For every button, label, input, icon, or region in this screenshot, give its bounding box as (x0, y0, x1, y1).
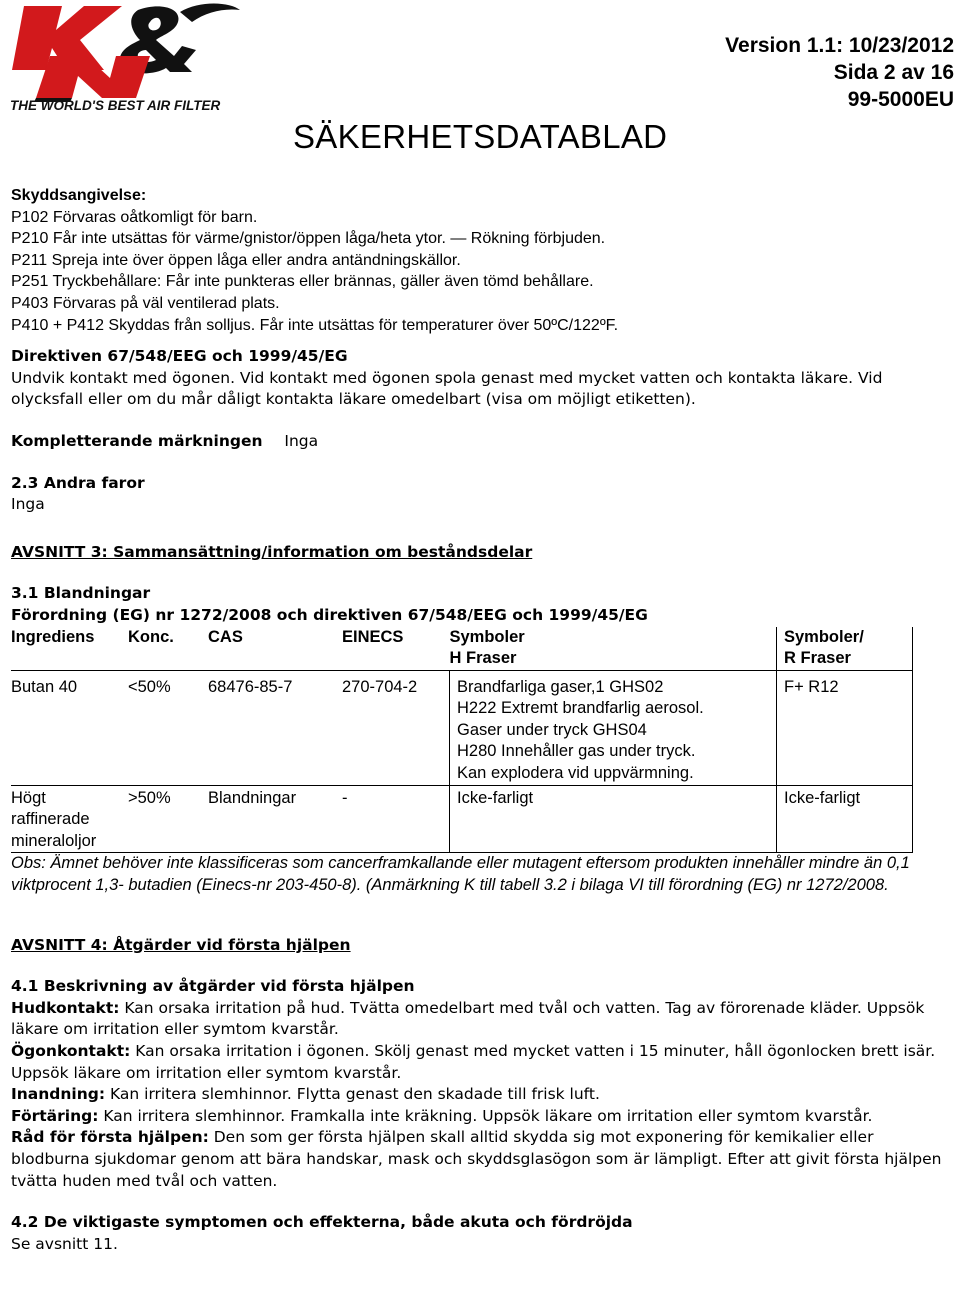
cell-conc: <50% (128, 670, 208, 785)
h-phrase-line: Brandfarliga gaser,1 GHS02 (457, 677, 664, 696)
precaution-line: P251 Tryckbehållare: Får inte punkteras eller brännas, gäller även tömd behållare. (11, 273, 594, 291)
first-aid-label: Hudkontakt: (11, 998, 120, 1017)
cell-einecs: 270-704-2 (342, 670, 450, 785)
h-phrase-line: H280 Innehåller gas under tryck. (457, 742, 696, 761)
section3-regulation: Förordning (EG) nr 1272/2008 och direktiven 67/548/EEG och 1999/45/EG (11, 605, 648, 624)
section4-see: Se avsnitt 11. (11, 1234, 118, 1253)
first-aid-text: Kan orsaka irritation på hud. Tvätta omedelbart med tvål och vatten. Tag av förorenade kläder. Uppsök läkare om irritation eller symtom kvarstår. (11, 998, 925, 1039)
ingredient-line: mineraloljor (11, 831, 97, 850)
section4-sub2: 4.2 De viktigaste symptomen och effekterna, både akuta och fördröjda (11, 1213, 633, 1232)
col-symbols-h (450, 627, 777, 671)
cell-cas: Blandningar (208, 785, 342, 853)
col-einecs: EINECS (342, 627, 450, 671)
cell-h-phrases (450, 670, 777, 785)
precaution-line: P211 Spreja inte över öppen låga eller andra antändningskällor. (11, 251, 461, 269)
ingredient-line: Högt (11, 788, 46, 807)
other-hazards-heading: 2.3 Andra faror (11, 473, 145, 492)
logo-ampersand-swoosh (180, 4, 240, 23)
cell-conc: >50% (128, 785, 208, 853)
version-text: Version 1.1: 10/23/2012 (725, 34, 954, 57)
header-info (725, 32, 954, 113)
section4-sub: 4.1 Beskrivning av åtgärder vid första hjälpen (11, 977, 415, 996)
ingredients-table (11, 627, 913, 854)
first-aid-label: Förtäring: (11, 1106, 99, 1125)
first-aid-item (11, 1084, 951, 1106)
first-aid-text: Kan orsaka irritation i ögonen. Skölj genast med mycket vatten i 15 minuter, håll ögonlocken brett isär. Uppsök läkare om irritation eller symtom kvarstår. (11, 1042, 936, 1082)
logo-slogan: THE WORLD'S BEST AIR FILTER (10, 98, 221, 112)
col-ingredient: Ingrediens (11, 627, 128, 671)
table-row (11, 670, 913, 785)
first-aid-label: Råd för första hjälpen: (11, 1128, 209, 1147)
other-hazards-value: Inga (11, 495, 45, 514)
document-body (11, 185, 951, 1255)
precaution-block (11, 185, 951, 336)
section3-heading: AVSNITT 3: Sammansättning/information om beståndsdelar (11, 542, 533, 561)
cell-r-phrases: F+ R12 (777, 670, 913, 785)
cell-cas: 68476-85-7 (208, 670, 342, 785)
col-cas: CAS (208, 627, 342, 671)
first-aid-label: Ögonkontakt: (11, 1042, 131, 1060)
first-aid-text: Kan irritera slemhinnor. Framkalla inte kräkning. Uppsök läkare om irritation eller symtom kvarstår. (98, 1106, 873, 1125)
kn-logo-graphic (10, 0, 246, 112)
col-conc: Konc. (128, 627, 208, 671)
supplementary-labelling (11, 431, 951, 453)
document-title: SÄKERHETSDATABLAD (293, 118, 668, 155)
first-aid-item (11, 1041, 951, 1084)
precaution-line: P403 Förvaras på väl ventilerad plats. (11, 294, 280, 312)
col-symbols-r-line: R Fraser (784, 649, 851, 668)
col-symbols-h-line: H Fraser (449, 649, 517, 668)
ingredient-line: raffinerade (11, 810, 90, 829)
col-symbols-h-line: Symboler (449, 627, 525, 646)
h-phrase-line: Gaser under tryck GHS04 (457, 720, 647, 739)
product-code: 99-5000EU (847, 88, 954, 111)
supplementary-value: Inga (284, 431, 319, 450)
first-aid-item (11, 1106, 951, 1128)
table-note: Obs: Ämnet behöver inte klassificeras som cancerframkallande eller mutagent eftersom produkten innehåller mindre än 0,1 viktprocent 1,3- butadien (Einecs-nr 203-450-8). (Anmärkning K till tabell 3.2 i bilaga VI till förordning (EG) nr 1272/2008. (11, 854, 910, 895)
precaution-line: P410 + P412 Skyddas från solljus. Får inte utsättas för temperaturer över 50ºC/122ºF. (11, 316, 619, 334)
kn-logo (10, 0, 246, 112)
h-phrase-line: Kan explodera vid uppvärmning. (457, 764, 694, 783)
precaution-line: P210 Får inte utsättas för värme/gnistor/öppen låga/heta ytor. — Rökning förbjuden. (11, 230, 606, 248)
first-aid-text: Den som ger första hjälpen skall alltid skydda sig mot exponering för kemikalier eller blodburna sjukdomar genom att bära handskar, mask och skyddsglasögon som är lämpligt. Efter att givit första hjälpen tvätta huden med tvål och vatten. (11, 1128, 942, 1190)
supplementary-label: Kompletterande märkningen (11, 431, 263, 450)
cell-einecs: - (342, 785, 450, 853)
col-symbols-r (777, 627, 913, 671)
precaution-heading: Skyddsangivelse: (11, 187, 147, 204)
table-row (11, 785, 913, 853)
cell-h-phrases: Icke-farligt (450, 785, 777, 853)
first-aid-text: Kan irritera slemhinnor. Flytta genast den skadade till frisk luft. (105, 1085, 600, 1104)
precaution-line: P102 Förvaras oåtkomligt för barn. (11, 208, 258, 226)
cell-r-phrases: Icke-farligt (777, 785, 913, 853)
first-aid-item (11, 998, 951, 1041)
section3-sub: 3.1 Blandningar (11, 584, 151, 603)
h-phrase-line: H222 Extremt brandfarlig aerosol. (457, 699, 704, 718)
cell-ingredient: Butan 40 (11, 670, 128, 785)
table-header-row (11, 627, 913, 671)
directive-heading: Direktiven 67/548/EEG och 1999/45/EG (11, 347, 348, 366)
first-aid-label: Inandning: (11, 1085, 106, 1104)
col-symbols-r-line: Symboler/ (784, 627, 864, 646)
section4-heading: AVSNITT 4: Åtgärder vid första hjälpen (11, 935, 351, 954)
page-number: Sida 2 av 16 (833, 61, 954, 84)
first-aid-item (11, 1127, 951, 1192)
directive-text: Undvik kontakt med ögonen. Vid kontakt med ögonen spola genast med mycket vatten och kontakta läkare. Vid olycksfall eller om du mår dåligt kontakta läkare omedelbart (visa om möjligt etiketten). (11, 368, 883, 409)
cell-ingredient (11, 785, 128, 853)
